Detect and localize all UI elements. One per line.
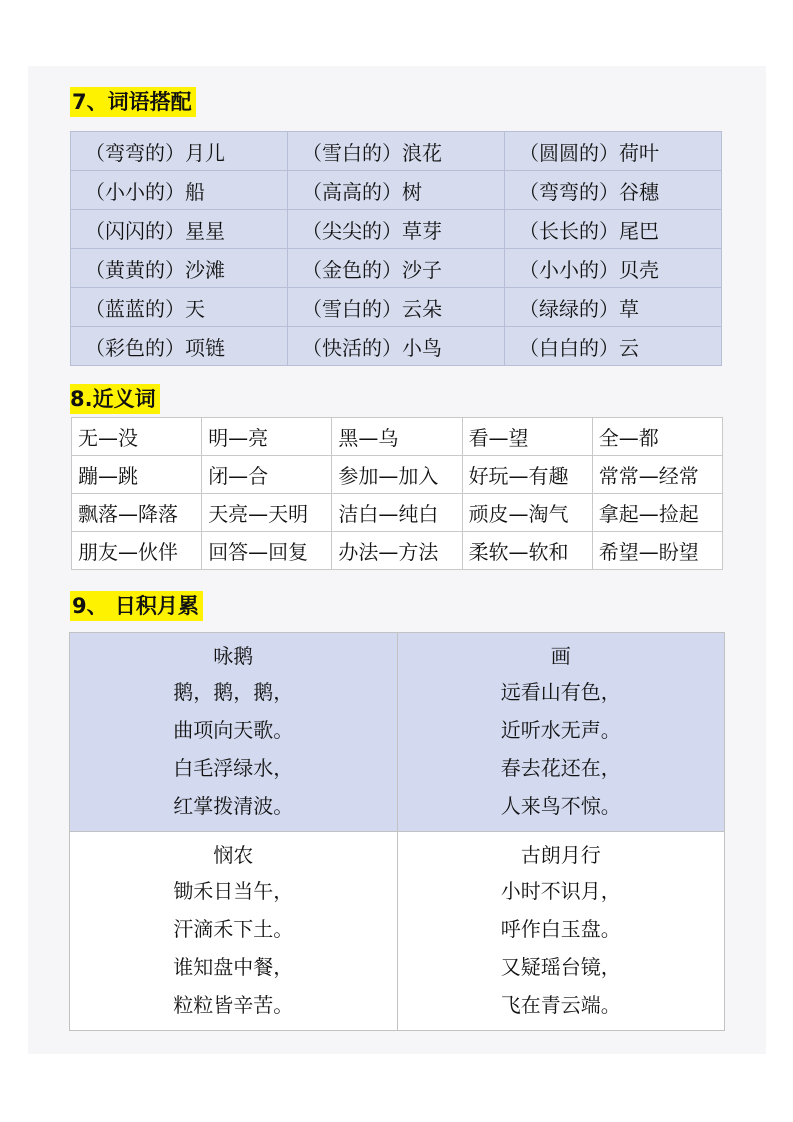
poem-line: 汗滴禾下土。 [173,917,294,941]
table-row [71,327,722,366]
table-cell: （尖尖的）草芽 [288,210,505,249]
poem-line: 又疑瑶台镜， [500,955,621,979]
table-cell: （小小的）贝壳 [505,249,722,288]
table-row [72,532,723,570]
poem-title: 咏鹅 [213,644,254,668]
word-matching-table [70,131,722,366]
poem-line: 红掌拨清波。 [173,794,294,818]
table-cell: 回答—回复 [202,532,332,570]
table-cell: 看—望 [462,418,592,456]
table-cell: （雪白的）浪花 [288,132,505,171]
synonyms-table [71,417,723,570]
table-cell: （绿绿的）草 [505,288,722,327]
table-cell: （蓝蓝的）天 [71,288,288,327]
poem-line: 谁知盘中餐， [173,955,294,979]
table-row [70,832,725,1031]
table-cell: 黑—乌 [332,418,462,456]
poem-cell-hua [397,633,725,832]
poem-cell-yong-e [70,633,398,832]
poem-line: 小时不识月， [500,879,621,903]
section-7-heading: 7、词语搭配 [70,87,196,117]
poem-line: 白毛浮绿水， [173,756,294,780]
table-cell: （高高的）树 [288,171,505,210]
table-cell: 柔软—软和 [462,532,592,570]
table-row [71,210,722,249]
table-cell: （彩色的）项链 [71,327,288,366]
table-cell: 参加—加入 [332,456,462,494]
table-row [72,494,723,532]
table-cell: （圆圆的）荷叶 [505,132,722,171]
table-row [70,633,725,832]
table-cell: 天亮—天明 [202,494,332,532]
table-cell: 拿起—捡起 [592,494,722,532]
table-cell: 飘落—降落 [72,494,202,532]
table-cell: （白白的）云 [505,327,722,366]
table-row [72,456,723,494]
poem-line: 锄禾日当午， [173,879,294,903]
table-cell: 蹦—跳 [72,456,202,494]
table-cell: 朋友—伙伴 [72,532,202,570]
table-cell: 顽皮—淘气 [462,494,592,532]
poem-line: 呼作白玉盘。 [500,917,621,941]
table-cell: 明—亮 [202,418,332,456]
table-cell: 办法—方法 [332,532,462,570]
table-cell: 常常—经常 [592,456,722,494]
table-cell: 无—没 [72,418,202,456]
table-cell: （雪白的）云朵 [288,288,505,327]
table-cell: （闪闪的）星星 [71,210,288,249]
table-cell: （黄黄的）沙滩 [71,249,288,288]
poem-line: 远看山有色， [500,680,621,704]
table-cell: （弯弯的）谷穗 [505,171,722,210]
table-cell: （小小的）船 [71,171,288,210]
table-row [72,418,723,456]
table-row [71,171,722,210]
table-cell: （快活的）小鸟 [288,327,505,366]
poems-table [69,632,725,1031]
table-row [71,132,722,171]
table-cell: 洁白—纯白 [332,494,462,532]
table-cell: 希望—盼望 [592,532,722,570]
section-9-heading: 9、 日积月累 [70,591,203,621]
table-row [71,249,722,288]
section-8-heading: 8.近义词 [70,384,160,414]
table-cell: （长长的）尾巴 [505,210,722,249]
poem-cell-gu-lang-yue-xing [397,832,725,1031]
poem-line: 飞在青云端。 [500,993,621,1017]
poem-line: 近听水无声。 [500,718,621,742]
poem-line: 鹅，鹅，鹅， [173,680,294,704]
poem-line: 春去花还在， [500,756,621,780]
poem-title: 画 [550,644,571,668]
poem-title: 古朗月行 [520,843,601,867]
poem-line: 人来鸟不惊。 [500,794,621,818]
table-cell: 好玩—有趣 [462,456,592,494]
table-row [71,288,722,327]
table-cell: （金色的）沙子 [288,249,505,288]
table-cell: （弯弯的）月儿 [71,132,288,171]
poem-cell-min-nong [70,832,398,1031]
poem-line: 粒粒皆辛苦。 [173,993,294,1017]
table-cell: 闭—合 [202,456,332,494]
poem-title: 悯农 [213,843,254,867]
poem-line: 曲项向天歌。 [173,718,294,742]
table-cell: 全—都 [592,418,722,456]
